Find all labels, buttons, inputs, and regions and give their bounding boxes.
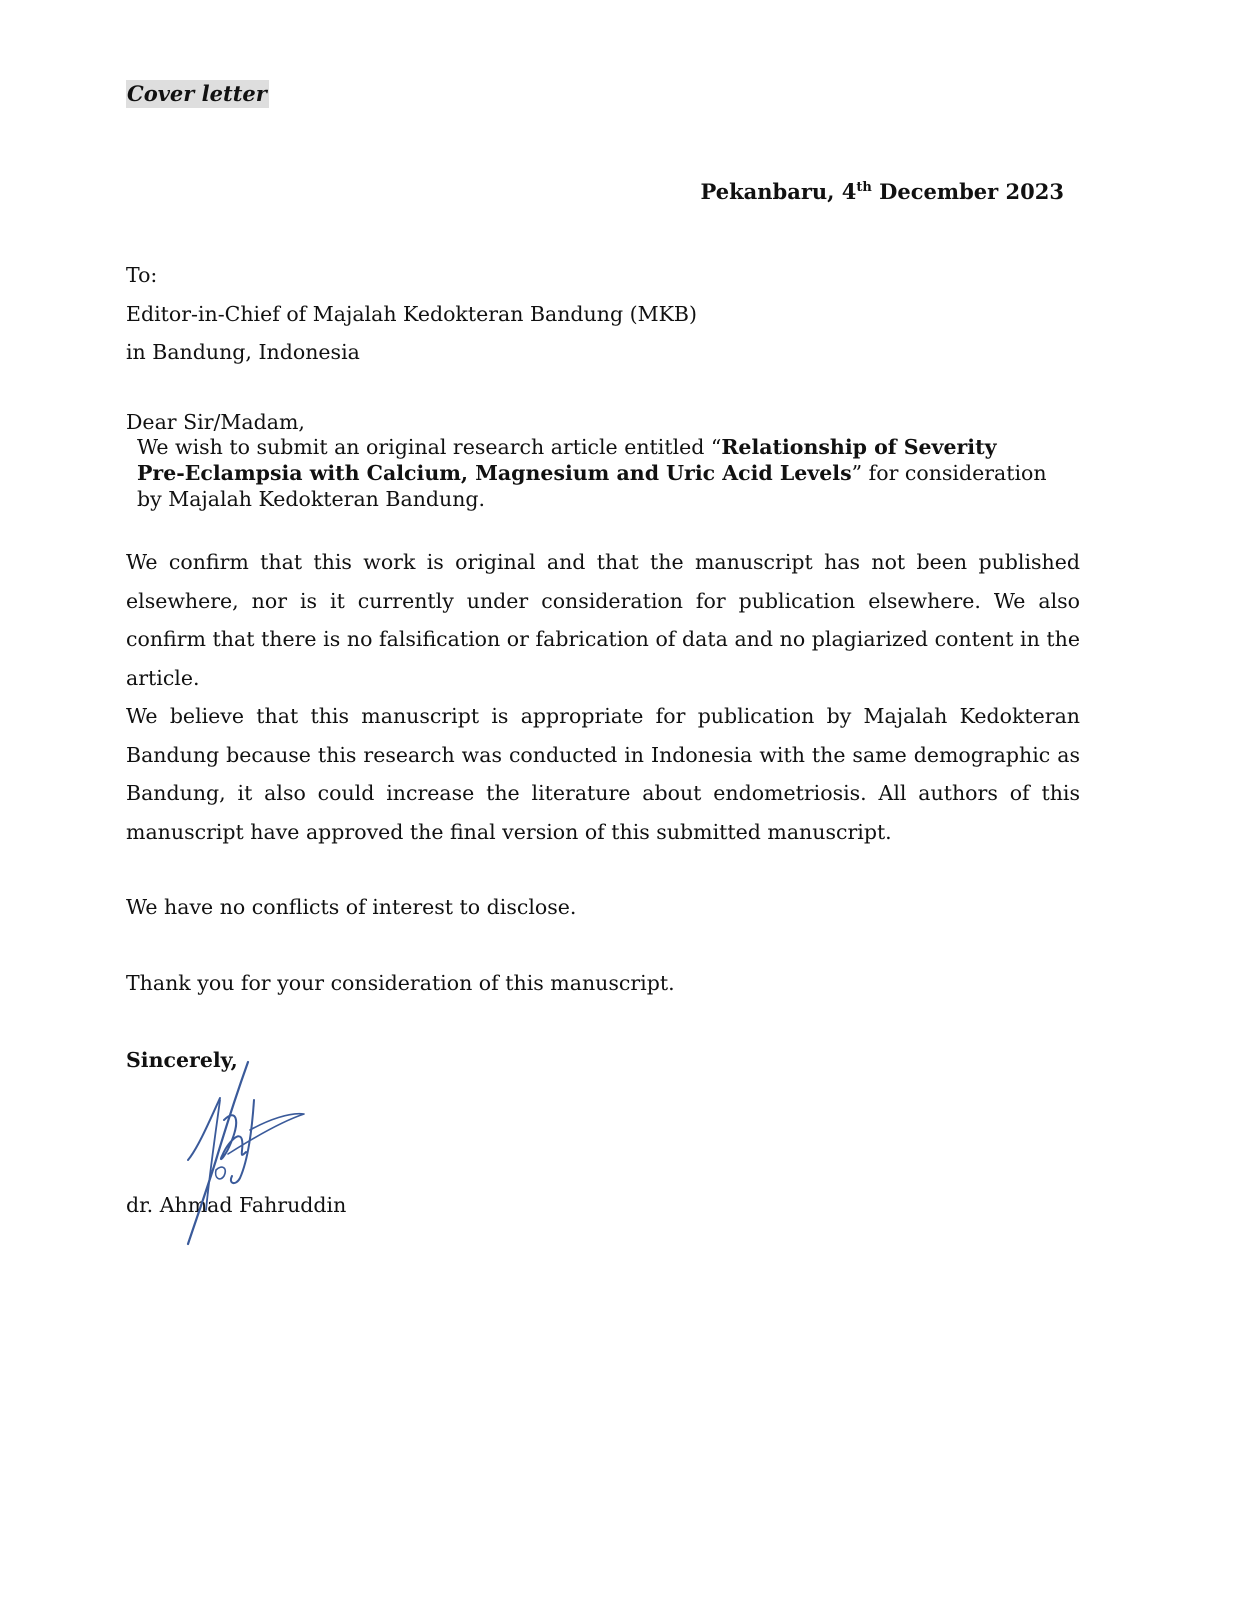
intro-trail-text: ” for consideration by Majalah Kedokteran Bandung. <box>137 461 1047 511</box>
closing: Sincerely, <box>126 1048 238 1072</box>
cover-letter-label: Cover letter <box>127 81 267 106</box>
date-month-year: December 2023 <box>871 179 1064 204</box>
recipient-block <box>126 256 697 372</box>
intro-lead-text: We wish to submit an original research article entitled “ <box>137 435 722 459</box>
letter-date <box>701 178 1064 206</box>
thanks-paragraph: Thank you for your consideration of this manuscript. <box>126 971 675 995</box>
article-title-line-1: Relationship of Severity <box>721 435 997 459</box>
signer-name: dr. Ahmad Fahruddin <box>126 1193 347 1217</box>
date-place-day: Pekanbaru, 4 <box>700 179 857 204</box>
date-day-suffix: th <box>856 180 872 195</box>
salutation: Dear Sir/Madam, <box>126 410 305 434</box>
intro-paragraph <box>137 434 1047 512</box>
signature-icon <box>180 1060 310 1250</box>
recipient-line-2: in Bandung, Indonesia <box>126 340 360 364</box>
originality-paragraph: We confirm that this work is original and that the manuscript has not been published elsewhere, nor is it currently under consideration for publication elsewhere. We also confirm that there is no falsification or fabrication of data and no plagiarized content in the article. <box>126 550 1080 690</box>
appropriateness-paragraph: We believe that this manuscript is appropriate for publication by Majalah Kedokteran Bandung because this research was conducted in Indonesia with the same demographic as Bandung, it also could increase the literature about endometriosis. All authors of this manuscript have approved the final version of this submitted manuscript. <box>126 704 1080 844</box>
recipient-line-1: Editor-in-Chief of Majalah Kedokteran Bandung (MKB) <box>126 301 697 326</box>
article-title-line-2: Pre-Eclampsia with Calcium, Magnesium and Uric Acid Levels <box>137 461 852 485</box>
conflict-paragraph: We have no conflicts of interest to disclose. <box>126 895 577 919</box>
recipient-to-label: To: <box>126 263 158 287</box>
